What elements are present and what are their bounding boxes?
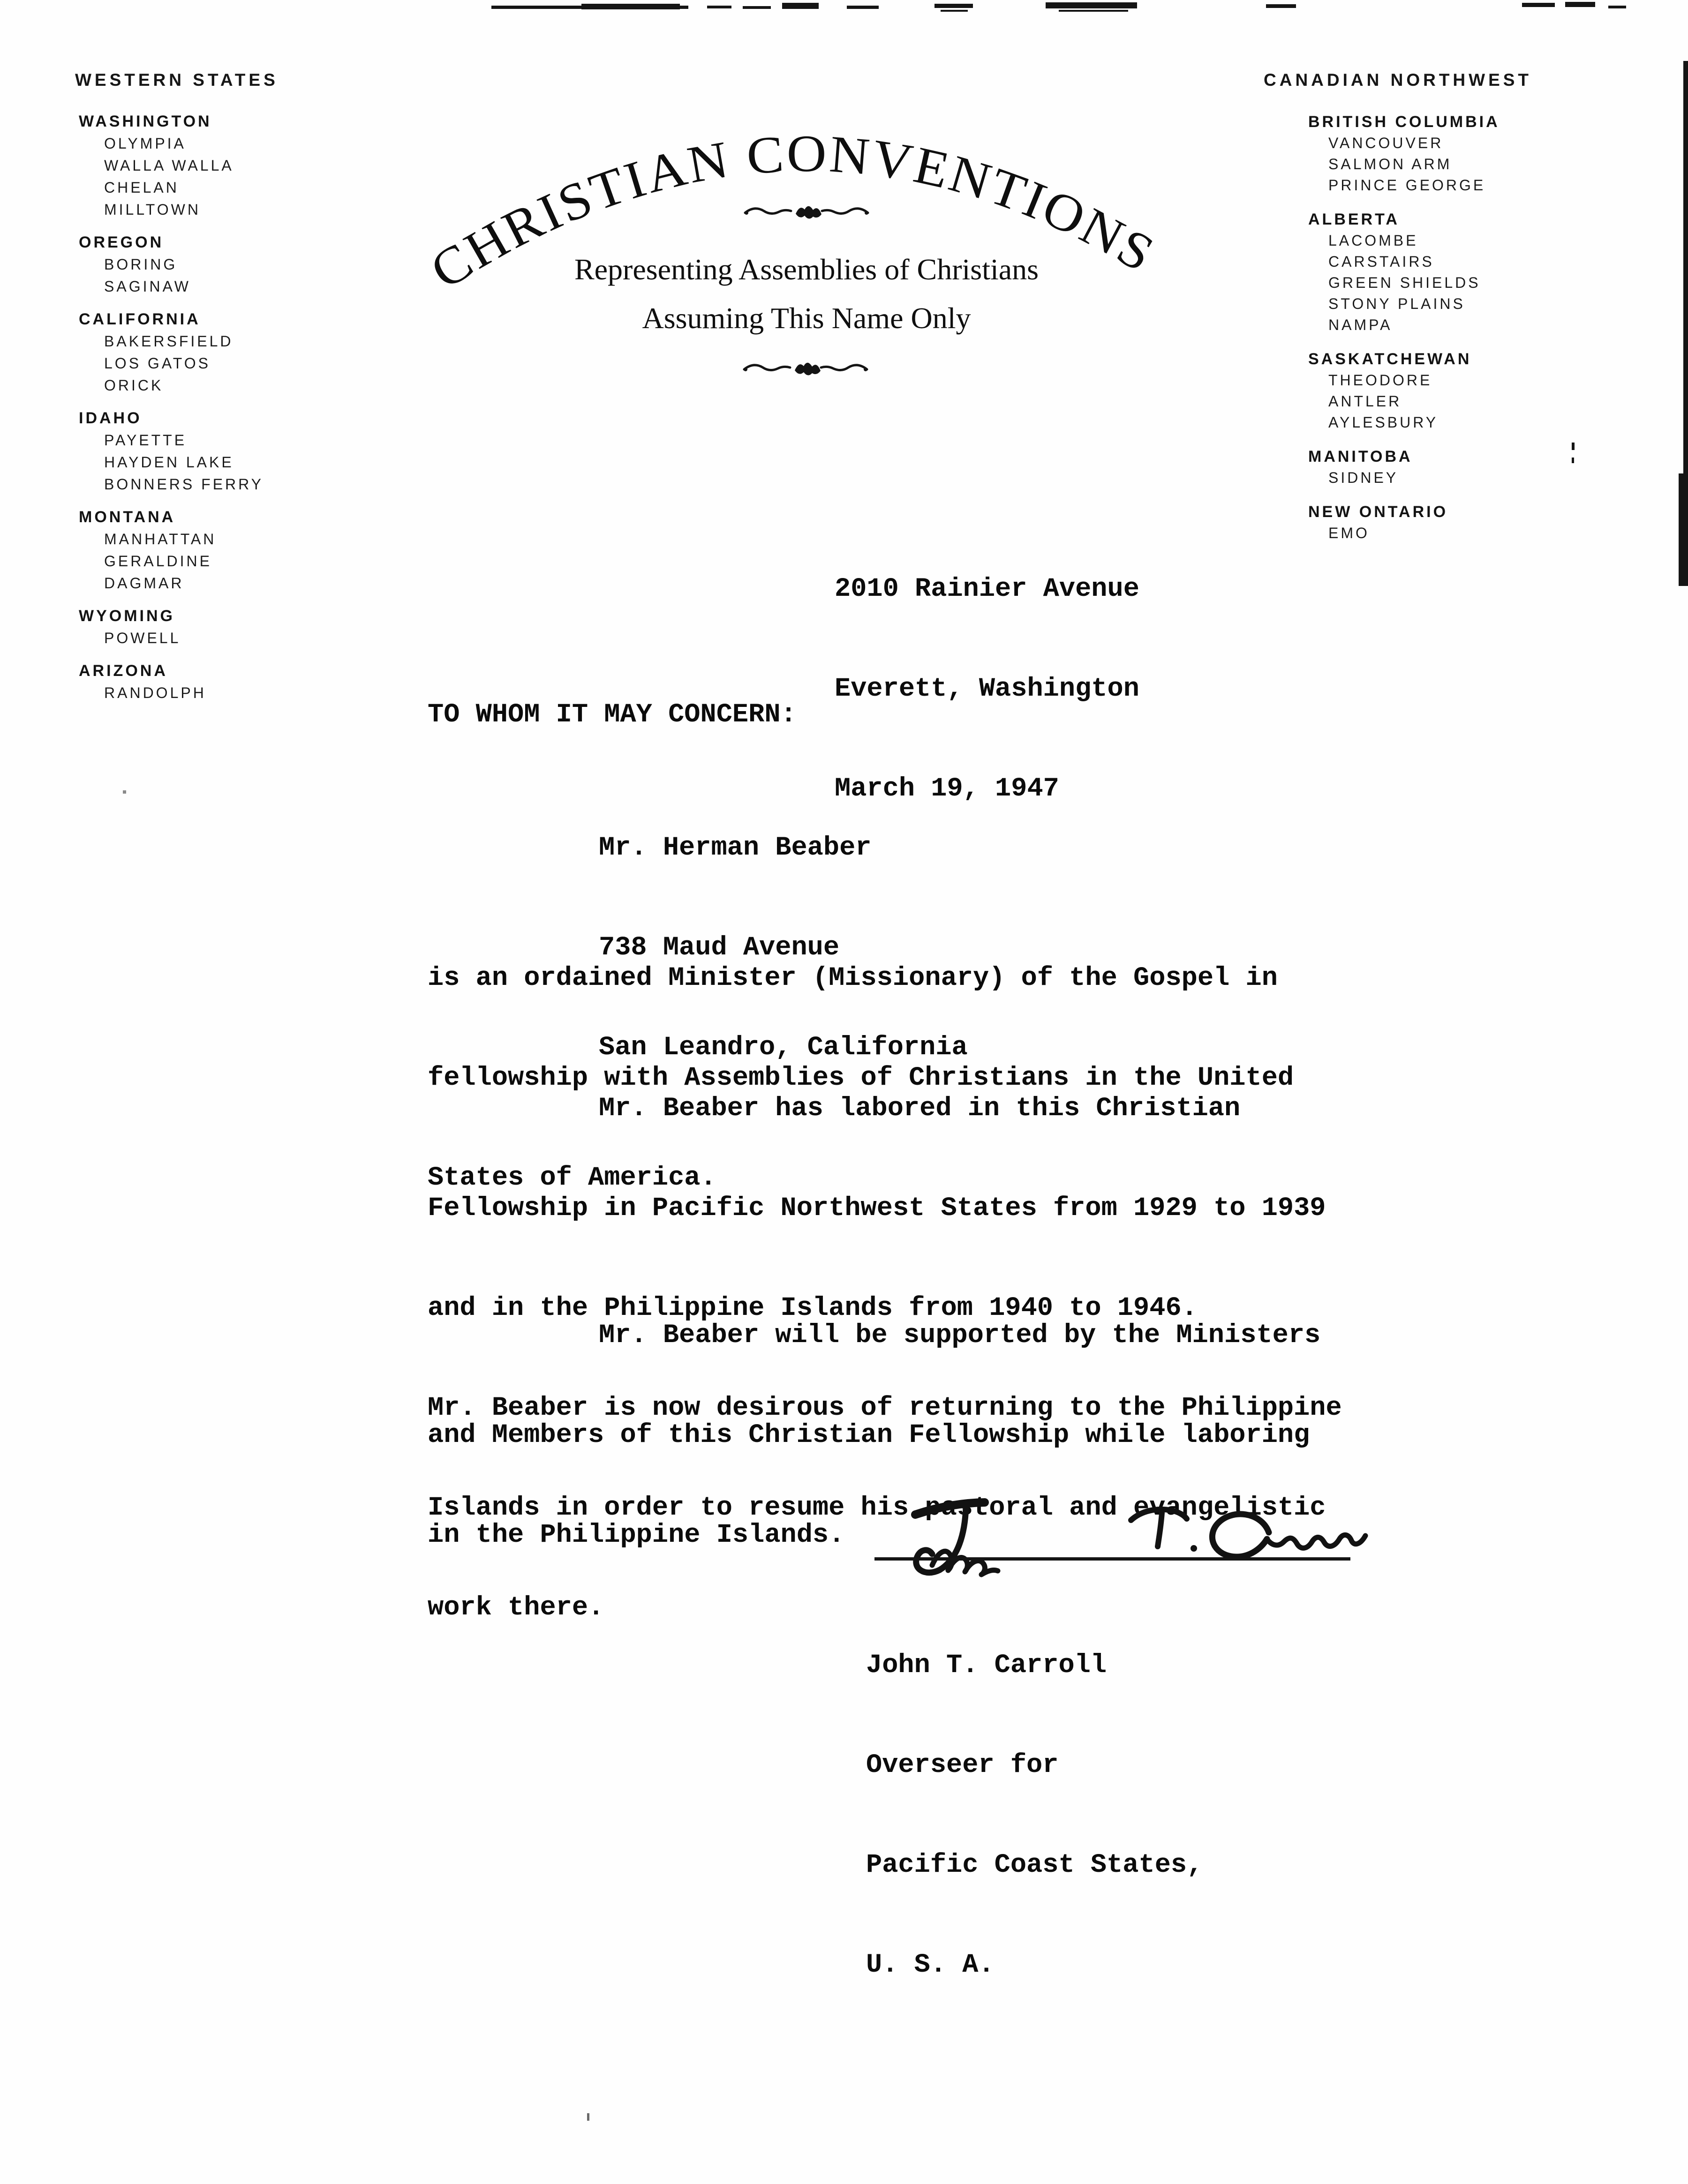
typed-line: States of America. [428, 1163, 716, 1193]
letterhead-title: CHRISTIAN CONVENTIONS [420, 124, 1164, 300]
column-header: CANADIAN NORTHWEST [1264, 70, 1532, 90]
city-name: NAMPA [1328, 316, 1393, 333]
city-name: SIDNEY [1328, 469, 1399, 486]
state-group [75, 660, 279, 704]
city-name: SAGINAW [104, 278, 191, 295]
scan-artifact [934, 4, 973, 8]
city-name: SALMON ARM [1328, 156, 1452, 173]
city-name: VANCOUVER [1328, 135, 1444, 151]
city-name: LOS GATOS [104, 355, 211, 372]
recipient-line: Mr. Herman Beaber [599, 833, 872, 863]
ornament-divider-icon [743, 201, 870, 222]
state-group [1264, 112, 1532, 196]
state-name: SASKATCHEWAN [1308, 350, 1472, 368]
state-name: OREGON [79, 233, 164, 251]
scan-artifact [743, 6, 771, 9]
scan-artifact [587, 2113, 589, 2121]
address-line: 2010 Rainier Avenue [835, 574, 1139, 604]
scan-artifact [847, 6, 879, 9]
city-name: STONY PLAINS [1328, 295, 1465, 312]
city-name: THEODORE [1328, 372, 1432, 389]
state-name: BRITISH COLUMBIA [1308, 113, 1500, 131]
city-name: MANHATTAN [104, 531, 217, 548]
ornament-divider-icon [742, 357, 869, 379]
state-name: MANITOBA [1308, 448, 1413, 465]
scan-artifact [581, 4, 680, 9]
city-name: POWELL [104, 630, 181, 646]
city-name: ANTLER [1328, 393, 1402, 410]
scan-artifact [941, 10, 968, 12]
letterhead-subtitle-1: Representing Assemblies of Christians [574, 253, 1039, 286]
city-name: CHELAN [104, 179, 179, 196]
scan-artifact [1266, 4, 1296, 8]
city-name: BORING [104, 256, 178, 273]
scan-artifact [1572, 443, 1575, 450]
state-name: WYOMING [79, 607, 175, 625]
city-name: OLYMPIA [104, 135, 186, 152]
state-group [1264, 502, 1532, 544]
state-name: IDAHO [79, 409, 142, 427]
city-name: AYLESBURY [1328, 414, 1439, 431]
western-states-column [75, 70, 279, 715]
handwritten-signature [872, 1488, 1369, 1596]
scan-artifact [1522, 3, 1555, 7]
scan-artifact [1046, 2, 1137, 8]
city-name: LACOMBE [1328, 232, 1418, 249]
city-name: ORICK [104, 377, 164, 394]
scan-artifact [1059, 10, 1128, 12]
city-name: PAYETTE [104, 432, 187, 449]
city-name: DAGMAR [104, 575, 184, 592]
recipient-line: 738 Maud Avenue [599, 933, 840, 963]
typed-line: Mr. Beaber is now desirous of returning to the Philippine [428, 1393, 1342, 1423]
state-group [75, 407, 279, 495]
signer-title-line: Overseer for [866, 1750, 1059, 1780]
typed-line: fellowship with Assemblies of Christians in the United [428, 1063, 1294, 1093]
state-name: CALIFORNIA [79, 310, 201, 328]
scan-artifact [1679, 473, 1688, 586]
salutation: TO WHOM IT MAY CONCERN: [428, 700, 797, 730]
typed-line: and Members of this Christian Fellowship while laboring [428, 1420, 1310, 1450]
city-name: BONNERS FERRY [104, 476, 264, 493]
signer-title-line: U. S. A. [866, 1950, 995, 1980]
city-name: EMO [1328, 525, 1370, 541]
typed-line: is an ordained Minister (Missionary) of the Gospel in [428, 963, 1278, 993]
address-line: Everett, Washington [835, 674, 1139, 704]
state-group [75, 506, 279, 594]
city-name: BAKERSFIELD [104, 333, 234, 350]
state-name: MONTANA [79, 508, 176, 526]
state-name: WASHINGTON [79, 113, 212, 130]
signature-block [866, 1583, 1203, 2049]
letterhead-subtitle-2: Assuming This Name Only [642, 301, 971, 335]
typed-line: in the Philippine Islands. [428, 1520, 845, 1550]
column-header: WESTERN STATES [75, 70, 279, 90]
city-name: GREEN SHIELDS [1328, 274, 1481, 291]
city-name: HAYDEN LAKE [104, 454, 234, 471]
typed-line: and in the Philippine Islands from 1940 to 1946. [428, 1293, 1198, 1323]
state-name: NEW ONTARIO [1308, 503, 1448, 521]
date-line: March 19, 1947 [835, 774, 1059, 804]
typed-line: work there. [428, 1593, 604, 1623]
city-name: WALLA WALLA [104, 157, 234, 174]
signature-rule [874, 1557, 1350, 1561]
city-name: PRINCE GEORGE [1328, 177, 1486, 194]
state-group [75, 111, 279, 221]
city-name: RANDOLPH [104, 684, 206, 701]
city-name: CARSTAIRS [1328, 253, 1434, 270]
scan-artifact [1572, 458, 1574, 463]
scan-artifact [1683, 61, 1688, 511]
recipient-line: San Leandro, California [599, 1033, 968, 1063]
signer-name: John T. Carroll [866, 1651, 1107, 1681]
scan-artifact [782, 3, 819, 9]
signer-title-line: Pacific Coast States, [866, 1850, 1203, 1880]
typed-line: Fellowship in Pacific Northwest States from 1929 to 1939 [428, 1193, 1326, 1223]
typed-line: Mr. Beaber will be supported by the Ministers [599, 1321, 1321, 1351]
typed-line: Islands in order to resume his pastoral and evangelistic [428, 1493, 1326, 1523]
state-group [75, 605, 279, 649]
state-group [1264, 349, 1532, 433]
state-name: ARIZONA [79, 662, 168, 680]
typed-line: Mr. Beaber has labored in this Christian [599, 1094, 1241, 1124]
city-name: MILLTOWN [104, 201, 201, 218]
city-name: GERALDINE [104, 553, 212, 570]
scan-artifact [707, 6, 731, 8]
scan-artifact [123, 790, 126, 794]
state-group [1264, 446, 1532, 488]
state-name: ALBERTA [1308, 210, 1400, 228]
scan-artifact [1608, 6, 1626, 8]
scan-artifact [1565, 2, 1595, 7]
